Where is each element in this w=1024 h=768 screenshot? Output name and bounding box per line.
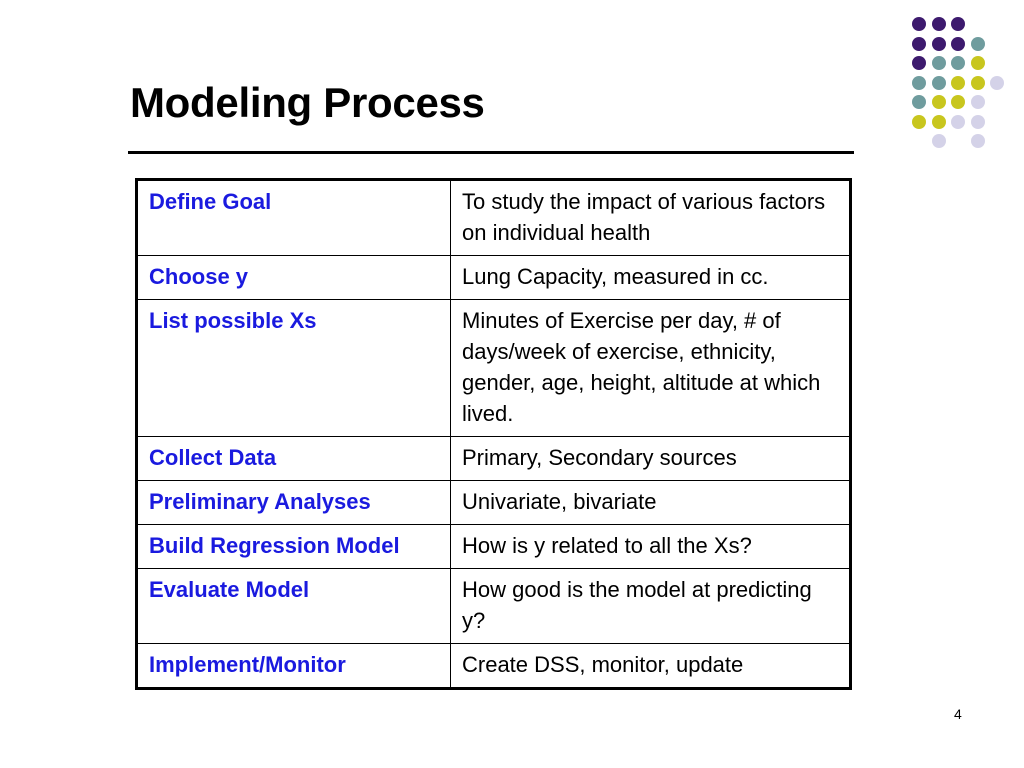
decorative-dot [951, 95, 965, 109]
slide-title: Modeling Process [130, 79, 485, 126]
decorative-dot [951, 115, 965, 129]
decorative-dot [932, 17, 946, 31]
page-number: 4 [954, 706, 962, 722]
title-underline [128, 151, 854, 154]
table-row [137, 644, 851, 689]
decorative-dot [951, 76, 965, 90]
decorative-dot [971, 115, 985, 129]
process-step: Choose y [137, 256, 451, 300]
table-row [137, 256, 851, 300]
decorative-dot [932, 115, 946, 129]
decorative-dot [932, 37, 946, 51]
decorative-dot [971, 76, 985, 90]
modeling-process-table [135, 178, 852, 690]
process-step: Define Goal [137, 180, 451, 256]
decorative-dot [990, 76, 1004, 90]
process-description: Univariate, bivariate [451, 481, 851, 525]
decorative-dot [971, 134, 985, 148]
process-step: Implement/Monitor [137, 644, 451, 689]
process-description: Create DSS, monitor, update [451, 644, 851, 689]
process-description: How is y related to all the Xs? [451, 525, 851, 569]
process-step: Evaluate Model [137, 569, 451, 644]
process-description: How good is the model at predicting y? [451, 569, 851, 644]
process-step: Build Regression Model [137, 525, 451, 569]
process-description: Minutes of Exercise per day, # of days/week of exercise, ethnicity, gender, age, height, altitude at which lived. [451, 300, 851, 437]
table-row [137, 481, 851, 525]
process-step: Collect Data [137, 437, 451, 481]
decorative-dot [951, 37, 965, 51]
table-row [137, 300, 851, 437]
decorative-dot [932, 56, 946, 70]
decorative-dot [912, 17, 926, 31]
decorative-dot [951, 56, 965, 70]
decorative-dot [971, 56, 985, 70]
table-row [137, 437, 851, 481]
decorative-dot [971, 95, 985, 109]
decorative-dot [912, 76, 926, 90]
table-row [137, 525, 851, 569]
decorative-dot [912, 37, 926, 51]
process-description: Primary, Secondary sources [451, 437, 851, 481]
decorative-dot [951, 17, 965, 31]
process-description: To study the impact of various factors on individual health [451, 180, 851, 256]
decorative-dot [912, 95, 926, 109]
decorative-dot [932, 134, 946, 148]
process-step: Preliminary Analyses [137, 481, 451, 525]
decorative-dot [971, 37, 985, 51]
decorative-dot [912, 56, 926, 70]
table-row [137, 569, 851, 644]
decorative-dot [932, 76, 946, 90]
table-row [137, 180, 851, 256]
process-step: List possible Xs [137, 300, 451, 437]
process-description: Lung Capacity, measured in cc. [451, 256, 851, 300]
decorative-dot [932, 95, 946, 109]
decorative-dot [912, 115, 926, 129]
